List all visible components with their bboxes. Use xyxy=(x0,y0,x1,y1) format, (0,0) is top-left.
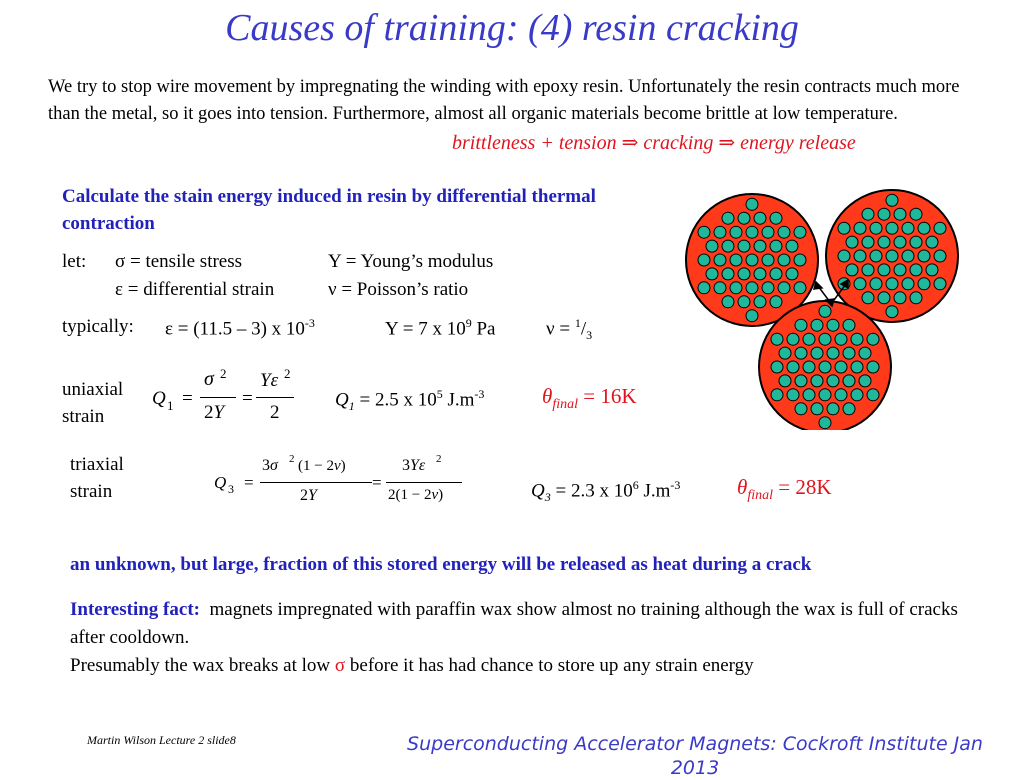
filament xyxy=(714,226,726,238)
filament xyxy=(859,347,871,359)
typical-young-exp: 9 xyxy=(465,316,472,330)
filament xyxy=(746,226,758,238)
fact-text: magnets impregnated with paraffin wax show almost no training although the wax is full of cracks after cooldown. xyxy=(70,599,958,648)
footer-right: Superconducting Accelerator Magnets: Cockroft Institute Jan 2013 xyxy=(407,733,983,779)
filament xyxy=(698,254,710,266)
fact-label: Interesting fact: xyxy=(70,599,200,620)
filament xyxy=(746,310,758,322)
filament xyxy=(819,417,831,429)
triaxial-value: = 2.3 x 10 xyxy=(550,480,633,502)
filament xyxy=(862,264,874,276)
filament xyxy=(902,222,914,234)
filament xyxy=(795,319,807,331)
typical-young-text: Y = 7 x 10 xyxy=(385,318,466,340)
uniaxial-theta-value: = 16K xyxy=(578,384,637,408)
filament xyxy=(910,264,922,276)
filament xyxy=(770,212,782,224)
filament xyxy=(886,194,898,206)
uniaxial-q: Q xyxy=(335,389,349,411)
triaxial-label: triaxial strain xyxy=(70,454,124,502)
filament xyxy=(787,361,799,373)
filament xyxy=(827,319,839,331)
fact-line2-a: Presumably the wax breaks at low xyxy=(70,655,335,676)
filament xyxy=(870,222,882,234)
filament xyxy=(778,254,790,266)
filament xyxy=(811,375,823,387)
filament xyxy=(854,278,866,290)
typical-nu-num: 1 xyxy=(574,316,581,330)
filament xyxy=(886,278,898,290)
filament xyxy=(803,361,815,373)
filament xyxy=(722,240,734,252)
filament xyxy=(859,375,871,387)
filament xyxy=(886,250,898,262)
filament xyxy=(762,282,774,294)
typical-epsilon-text: ε = (11.5 – 3) x 10 xyxy=(165,318,305,340)
filament xyxy=(771,333,783,345)
epsilon-definition: ε = differential strain xyxy=(115,279,275,300)
triaxial-unit-exp: -3 xyxy=(670,478,681,492)
uniaxial-theta: $\theta_{final} = 16K$ xyxy=(542,384,637,413)
filament xyxy=(770,268,782,280)
filament xyxy=(838,222,850,234)
filament xyxy=(827,375,839,387)
filament xyxy=(862,208,874,220)
filament xyxy=(706,268,718,280)
triaxial-theta: $\theta_{final} = 28K$ xyxy=(737,475,832,504)
filament xyxy=(811,403,823,415)
filament xyxy=(746,254,758,266)
filament xyxy=(819,361,831,373)
typical-young xyxy=(385,316,495,340)
fact-line2-b: before it has had chance to store up any strain energy xyxy=(345,655,754,676)
filament xyxy=(746,282,758,294)
filament xyxy=(786,240,798,252)
filament xyxy=(846,236,858,248)
triaxial-q-sub: 3 xyxy=(544,490,551,505)
filament xyxy=(827,403,839,415)
filament xyxy=(762,226,774,238)
filament xyxy=(795,375,807,387)
filament xyxy=(730,226,742,238)
filament xyxy=(714,282,726,294)
filament xyxy=(770,240,782,252)
filament xyxy=(886,306,898,318)
triaxial-formula: Q 3 = 3σ 2 (1 − 2ν) 2Y = 3Yε 2 2(1 − 2ν) xyxy=(214,455,474,517)
filament xyxy=(878,236,890,248)
filament xyxy=(811,347,823,359)
filament xyxy=(843,375,855,387)
filament xyxy=(779,347,791,359)
filament xyxy=(794,254,806,266)
filament xyxy=(910,292,922,304)
filament xyxy=(778,282,790,294)
sigma-definition: σ = tensile stress xyxy=(115,251,243,272)
brittleness-note: brittleness + tension ⇒ cracking ⇒ energy release xyxy=(452,132,856,154)
triaxial-exp: 6 xyxy=(632,478,639,492)
filament xyxy=(819,305,831,317)
filament xyxy=(722,212,734,224)
filament xyxy=(846,264,858,276)
uniaxial-value: = 2.5 x 10 xyxy=(354,389,437,411)
filament xyxy=(738,240,750,252)
filament xyxy=(786,268,798,280)
interesting-fact xyxy=(70,596,970,680)
filament xyxy=(867,333,879,345)
strand-right xyxy=(826,190,958,322)
filament xyxy=(910,208,922,220)
filament xyxy=(738,212,750,224)
nu-definition: ν = Poisson’s ratio xyxy=(328,279,469,300)
filament xyxy=(819,389,831,401)
filament xyxy=(870,278,882,290)
filament xyxy=(894,236,906,248)
filament xyxy=(851,361,863,373)
uniaxial-unit: J.m xyxy=(442,389,475,411)
filament xyxy=(803,333,815,345)
filament xyxy=(754,212,766,224)
filament xyxy=(843,347,855,359)
filament xyxy=(819,333,831,345)
triaxial-unit: J.m xyxy=(638,480,671,502)
filament xyxy=(934,250,946,262)
filament xyxy=(878,264,890,276)
typical-nu-text: ν = xyxy=(546,318,575,340)
filament xyxy=(730,254,742,266)
uniaxial-formula: Q 1 = σ 2 2Y = Yε 2 2 xyxy=(150,368,310,428)
filament xyxy=(902,250,914,262)
footer-left: Martin Wilson Lecture 2 slide8 xyxy=(87,733,236,747)
filament xyxy=(714,254,726,266)
filament xyxy=(934,222,946,234)
filament xyxy=(843,319,855,331)
filament xyxy=(870,250,882,262)
uniaxial-unit-exp: -3 xyxy=(474,387,485,401)
filament xyxy=(779,375,791,387)
filament xyxy=(698,282,710,294)
strand-bottom xyxy=(759,301,891,430)
typical-epsilon xyxy=(165,316,315,340)
filament xyxy=(926,236,938,248)
filament xyxy=(754,240,766,252)
filament xyxy=(918,222,930,234)
filament xyxy=(894,292,906,304)
filament xyxy=(854,222,866,234)
filament xyxy=(794,282,806,294)
filament xyxy=(886,222,898,234)
triaxial-theta-sub: final xyxy=(747,488,773,504)
filament xyxy=(771,361,783,373)
typical-nu: $\nu = ^1/_3$ xyxy=(546,316,593,343)
filament xyxy=(934,278,946,290)
uniaxial-exp: 5 xyxy=(436,387,443,401)
filament xyxy=(835,333,847,345)
filament xyxy=(794,226,806,238)
triaxial-q: Q xyxy=(531,480,545,502)
filament xyxy=(894,208,906,220)
filament xyxy=(803,389,815,401)
filament xyxy=(851,333,863,345)
filament xyxy=(910,236,922,248)
filament xyxy=(862,236,874,248)
filament xyxy=(706,240,718,252)
filament xyxy=(862,292,874,304)
filament xyxy=(754,296,766,308)
filament xyxy=(795,403,807,415)
filament xyxy=(827,347,839,359)
uniaxial-result xyxy=(335,387,484,414)
filament xyxy=(918,250,930,262)
filament xyxy=(811,319,823,331)
filament xyxy=(698,226,710,238)
strand-cross-section-diagram xyxy=(680,180,980,430)
filament xyxy=(771,389,783,401)
filament xyxy=(754,268,766,280)
filament xyxy=(918,278,930,290)
filament xyxy=(878,292,890,304)
filament xyxy=(738,268,750,280)
filament xyxy=(770,296,782,308)
filament xyxy=(762,254,774,266)
intro-paragraph: We try to stop wire movement by impregnating the winding with epoxy resin. Unfortunately the resin contracts much more than the metal, so it goes into tension. Furthermore, almost all organic materials become brittle at low temperature. xyxy=(48,77,960,124)
filament xyxy=(867,389,879,401)
typically-label: typically: xyxy=(62,316,134,337)
filament xyxy=(787,389,799,401)
calc-heading: Calculate the stain energy induced in resin by differential thermal contraction xyxy=(62,186,596,234)
triaxial-result xyxy=(531,478,680,505)
crack-statement: an unknown, but large, fraction of this stored energy will be released as heat during a crack xyxy=(70,554,812,575)
typical-epsilon-exp: -3 xyxy=(304,316,315,330)
filament xyxy=(878,208,890,220)
filament xyxy=(854,250,866,262)
uniaxial-label: uniaxial strain xyxy=(62,379,124,427)
filament xyxy=(835,389,847,401)
filament xyxy=(778,226,790,238)
filament xyxy=(730,282,742,294)
filament xyxy=(894,264,906,276)
filament xyxy=(926,264,938,276)
uniaxial-q-sub: 1 xyxy=(348,399,355,414)
filament xyxy=(867,361,879,373)
triaxial-theta-value: = 28K xyxy=(773,475,832,499)
filament xyxy=(843,403,855,415)
typical-nu-den: 3 xyxy=(586,328,593,343)
filament xyxy=(746,198,758,210)
filament xyxy=(787,333,799,345)
filament xyxy=(851,389,863,401)
filament xyxy=(738,296,750,308)
filament xyxy=(902,278,914,290)
young-definition: Y = Young’s modulus xyxy=(328,251,494,272)
filament xyxy=(838,250,850,262)
filament xyxy=(795,347,807,359)
uniaxial-theta-sub: final xyxy=(552,397,578,413)
let-label: let: xyxy=(62,251,87,272)
slide-title: Causes of training: (4) resin cracking xyxy=(225,7,799,49)
fact-sigma: σ xyxy=(334,655,346,676)
typical-young-unit: Pa xyxy=(471,318,496,340)
filament xyxy=(722,296,734,308)
filament xyxy=(835,361,847,373)
filament xyxy=(722,268,734,280)
